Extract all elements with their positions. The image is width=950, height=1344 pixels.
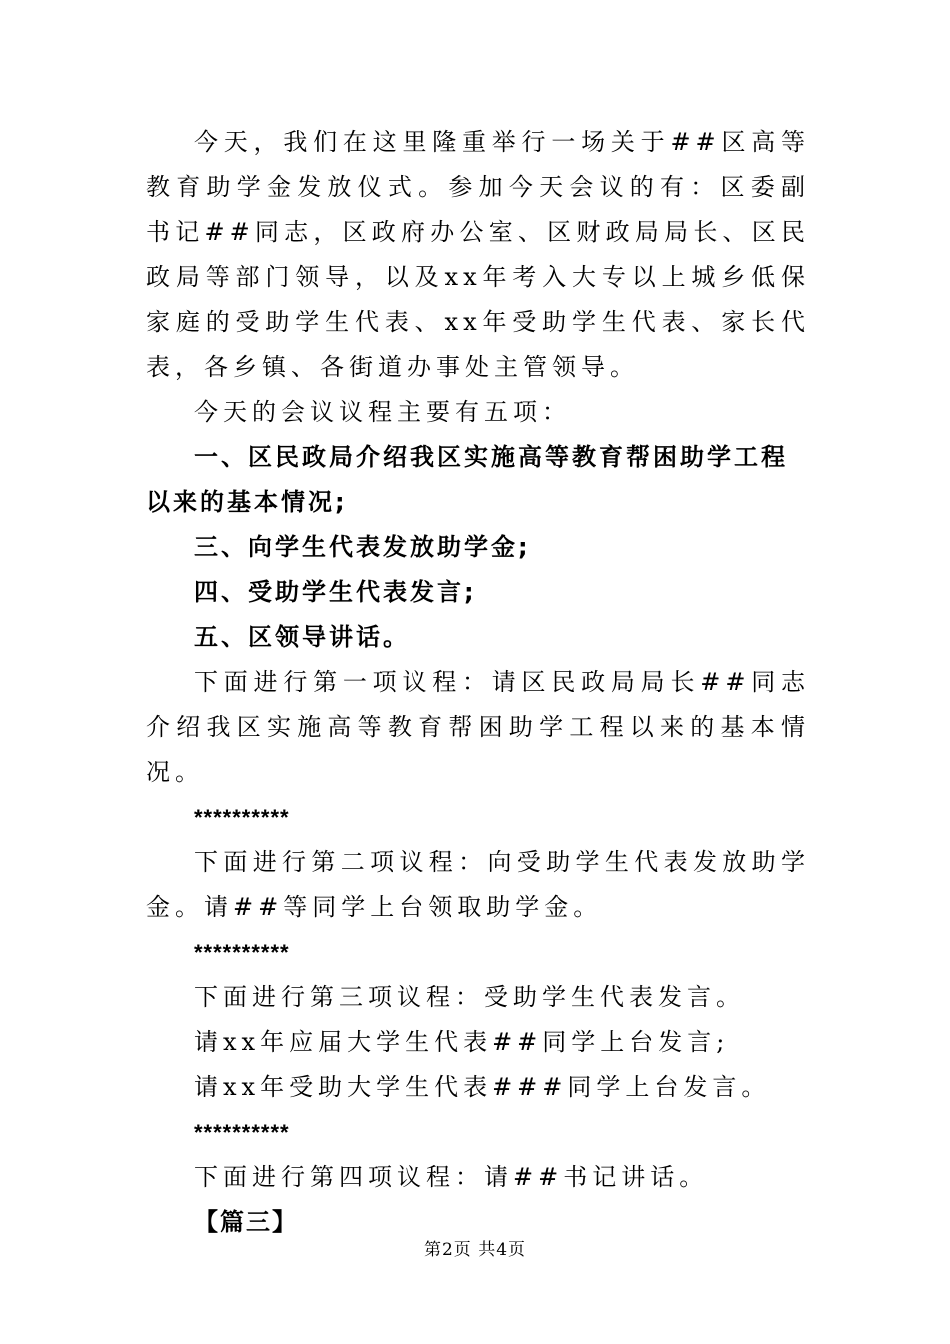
- paragraph-agenda-step-3: 下面进行第三项议程：受助学生代表发言。: [194, 983, 745, 1011]
- paragraph-agenda-step-1: 下面进行第一项议程：请区民政局局长##同志介绍我区实施高等教育帮困助学工程以来的基本情况。: [146, 668, 810, 786]
- paragraph-agenda-step-4: 下面进行第四项议程：请##书记讲话。: [194, 1163, 709, 1191]
- paragraph-speaker-1: 请xx年应届大学生代表##同学上台发言;: [194, 1028, 730, 1056]
- agenda-item-3: 三、向学生代表发放助学金;: [194, 533, 531, 561]
- agenda-item-4: 四、受助学生代表发言;: [194, 578, 477, 606]
- separator-stars: **********: [194, 805, 290, 830]
- paragraph-speaker-2: 请xx年受助大学生代表###同学上台发言。: [194, 1073, 771, 1101]
- separator-stars: **********: [194, 1120, 290, 1145]
- paragraph-agenda-step-2: 下面进行第二项议程：向受助学生代表发放助学金。请##等同学上台领取助学金。: [146, 848, 810, 921]
- paragraph-agenda-intro: 今天的会议议程主要有五项：: [194, 398, 571, 426]
- separator-stars: **********: [194, 940, 290, 965]
- chapter-heading: 【篇三】: [194, 1208, 298, 1236]
- agenda-item-1: 一、区民政局介绍我区实施高等教育帮困助学工程以来的基本情况;: [146, 443, 788, 516]
- page-number-footer: 第2页 共4页: [423, 1240, 527, 1260]
- agenda-item-5: 五、区领导讲话。: [194, 623, 410, 651]
- document-body: [146, 120, 810, 1245]
- paragraph-opening: 今天，我们在这里隆重举行一场关于##区高等教育助学金发放仪式。参加今天会议的有：区委副书记##同志，区政府办公室、区财政局局长、区民政局等部门领导，以及xx年考入大专以上城乡低保家庭的受助学生代表、xx年受助学生代表、家长代表，各乡镇、各街道办事处主管领导。: [146, 128, 810, 381]
